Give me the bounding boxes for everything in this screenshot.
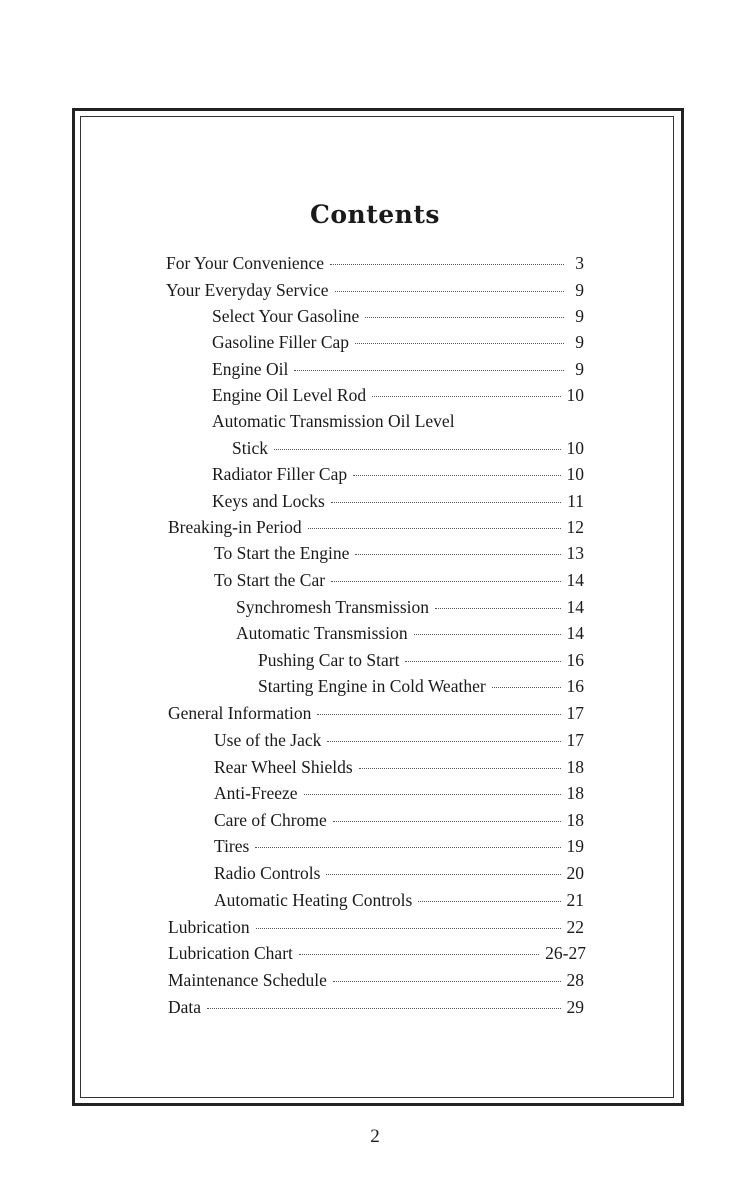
- toc-entry-label: Gasoline Filler Cap: [212, 332, 350, 352]
- toc-leader-dots: [331, 580, 560, 582]
- toc-leader-dots: [355, 342, 564, 344]
- toc-entry-label: Engine Oil: [212, 359, 289, 379]
- toc-leader-dots: [207, 1007, 560, 1009]
- toc-entry[interactable]: [214, 540, 584, 566]
- toc-entry-label: Data: [168, 997, 202, 1017]
- toc-leader-dots: [330, 263, 564, 265]
- toc-leader-dots: [294, 369, 564, 371]
- toc-entry[interactable]: [168, 514, 584, 540]
- toc-entry-page: 10: [566, 438, 584, 458]
- toc-entry-label: Use of the Jack: [214, 730, 322, 750]
- toc-entry-label: To Start the Engine: [214, 543, 350, 563]
- toc-leader-dots: [256, 927, 561, 929]
- toc-entry[interactable]: [236, 594, 584, 620]
- toc-entry-label: General Information: [168, 703, 312, 723]
- toc-entry-label: Breaking-in Period: [168, 517, 302, 537]
- toc-entry-page: 13: [566, 543, 584, 563]
- toc-entry[interactable]: [168, 967, 584, 993]
- toc-entry[interactable]: [232, 435, 584, 461]
- toc-entry[interactable]: [258, 647, 584, 673]
- toc-entry-page: 9: [575, 332, 584, 352]
- toc-entry-label: Keys and Locks: [212, 491, 325, 511]
- toc-entry-label: Your Everyday Service: [166, 280, 329, 300]
- toc-entry[interactable]: [168, 940, 586, 966]
- toc-entry-label: Lubrication: [168, 917, 250, 937]
- toc-entry-label: Radiator Filler Cap: [212, 464, 348, 484]
- toc-entry-page: 17: [566, 703, 584, 723]
- toc-leader-dots: [353, 474, 560, 476]
- toc-entry[interactable]: [214, 567, 584, 593]
- toc-entry[interactable]: [236, 620, 584, 646]
- toc-entry-label: For Your Convenience: [166, 253, 324, 273]
- toc-entry-page: 29: [566, 997, 584, 1017]
- toc-leader-dots: [435, 607, 560, 609]
- toc-leader-dots: [331, 501, 561, 503]
- toc-entry[interactable]: [214, 754, 584, 780]
- toc-entry-page: 10: [566, 385, 584, 405]
- toc-entry-page: 26-27: [545, 943, 586, 963]
- toc-entry[interactable]: [214, 887, 584, 913]
- toc-entry-page: 18: [566, 783, 584, 803]
- toc-entry-label: Automatic Heating Controls: [214, 890, 413, 910]
- toc-entry[interactable]: [258, 673, 584, 699]
- toc-entry[interactable]: [214, 727, 584, 753]
- toc-entry-page: 21: [566, 890, 584, 910]
- toc-leader-dots: [418, 900, 560, 902]
- toc-entry-label: Care of Chrome: [214, 810, 327, 830]
- toc-entry-label: Synchromesh Transmission: [236, 597, 430, 617]
- toc-entry-page: 9: [575, 306, 584, 326]
- toc-entry-label: Pushing Car to Start: [258, 650, 400, 670]
- toc-entry-label: Starting Engine in Cold Weather: [258, 676, 486, 696]
- toc-entry-page: 19: [566, 836, 584, 856]
- toc-entry[interactable]: [212, 303, 584, 329]
- toc-entry-label: Lubrication Chart: [168, 943, 293, 963]
- toc-entry-page: 3: [575, 253, 584, 273]
- toc-leader-dots: [326, 873, 560, 875]
- toc-entry-label: Rear Wheel Shields: [214, 757, 353, 777]
- toc-leader-dots: [405, 660, 560, 662]
- toc-entry[interactable]: [212, 461, 584, 487]
- toc-entry-label: Select Your Gasoline: [212, 306, 360, 326]
- toc-entry-page: 18: [566, 810, 584, 830]
- toc-entry[interactable]: [212, 488, 584, 514]
- toc-entry[interactable]: [168, 994, 584, 1020]
- toc-entry[interactable]: [166, 250, 584, 276]
- toc-entry-page: 11: [567, 491, 584, 511]
- toc-entry-page: 9: [575, 359, 584, 379]
- toc-entry[interactable]: [214, 833, 584, 859]
- page-number: 2: [370, 1126, 380, 1147]
- toc-leader-dots: [333, 820, 561, 822]
- toc-leader-dots: [304, 793, 561, 795]
- toc-leader-dots: [327, 740, 560, 742]
- toc-entry-label: Automatic Transmission: [236, 623, 408, 643]
- toc-entry-page: 14: [566, 623, 584, 643]
- toc-entry-page: 22: [566, 917, 584, 937]
- toc-leader-dots: [355, 553, 560, 555]
- toc-entry-page: 14: [566, 570, 584, 590]
- toc-entry-page: 17: [566, 730, 584, 750]
- toc-leader-dots: [359, 767, 561, 769]
- toc-entry-label: To Start the Car: [214, 570, 326, 590]
- toc-leader-dots: [492, 686, 561, 688]
- toc-entry[interactable]: [214, 807, 584, 833]
- toc-entry-label: Tires: [214, 836, 250, 856]
- toc-leader-dots: [299, 953, 539, 955]
- toc-entry[interactable]: [214, 860, 584, 886]
- toc-entry[interactable]: [214, 780, 584, 806]
- toc-entry-page: 12: [566, 517, 584, 537]
- toc-entry-label-continued: Stick: [232, 438, 268, 458]
- toc-entry-label: Radio Controls: [214, 863, 321, 883]
- toc-entry-label: Engine Oil Level Rod: [212, 385, 367, 405]
- toc-entry[interactable]: [168, 700, 584, 726]
- toc-leader-dots: [308, 527, 561, 529]
- toc-entry[interactable]: [168, 914, 584, 940]
- toc-entry-label: Anti-Freeze: [214, 783, 298, 803]
- toc-leader-dots: [335, 290, 565, 292]
- toc-entry-page: 9: [575, 280, 584, 300]
- toc-entry-page: 18: [566, 757, 584, 777]
- toc-entry[interactable]: [166, 277, 584, 303]
- toc-entry[interactable]: [212, 382, 584, 408]
- toc-entry-page: 16: [566, 676, 584, 696]
- toc-leader-dots: [255, 846, 560, 848]
- toc-entry[interactable]: [212, 356, 584, 382]
- toc-entry-label: Maintenance Schedule: [168, 970, 327, 990]
- page-title: Contents: [309, 200, 440, 229]
- toc-leader-dots: [317, 713, 560, 715]
- toc-leader-dots: [365, 316, 564, 318]
- toc-entry-page: 16: [566, 650, 584, 670]
- toc-entry[interactable]: [212, 329, 584, 355]
- toc-leader-dots: [414, 633, 561, 635]
- toc-entry-page: 28: [566, 970, 584, 990]
- toc-leader-dots: [274, 448, 561, 450]
- toc-entry-page: 20: [566, 863, 584, 883]
- toc-entry-page: 10: [566, 464, 584, 484]
- toc-leader-dots: [372, 395, 560, 397]
- toc-leader-dots: [333, 980, 561, 982]
- toc-entry-label[interactable]: Automatic Transmission Oil Level: [212, 411, 455, 431]
- toc-entry-page: 14: [566, 597, 584, 617]
